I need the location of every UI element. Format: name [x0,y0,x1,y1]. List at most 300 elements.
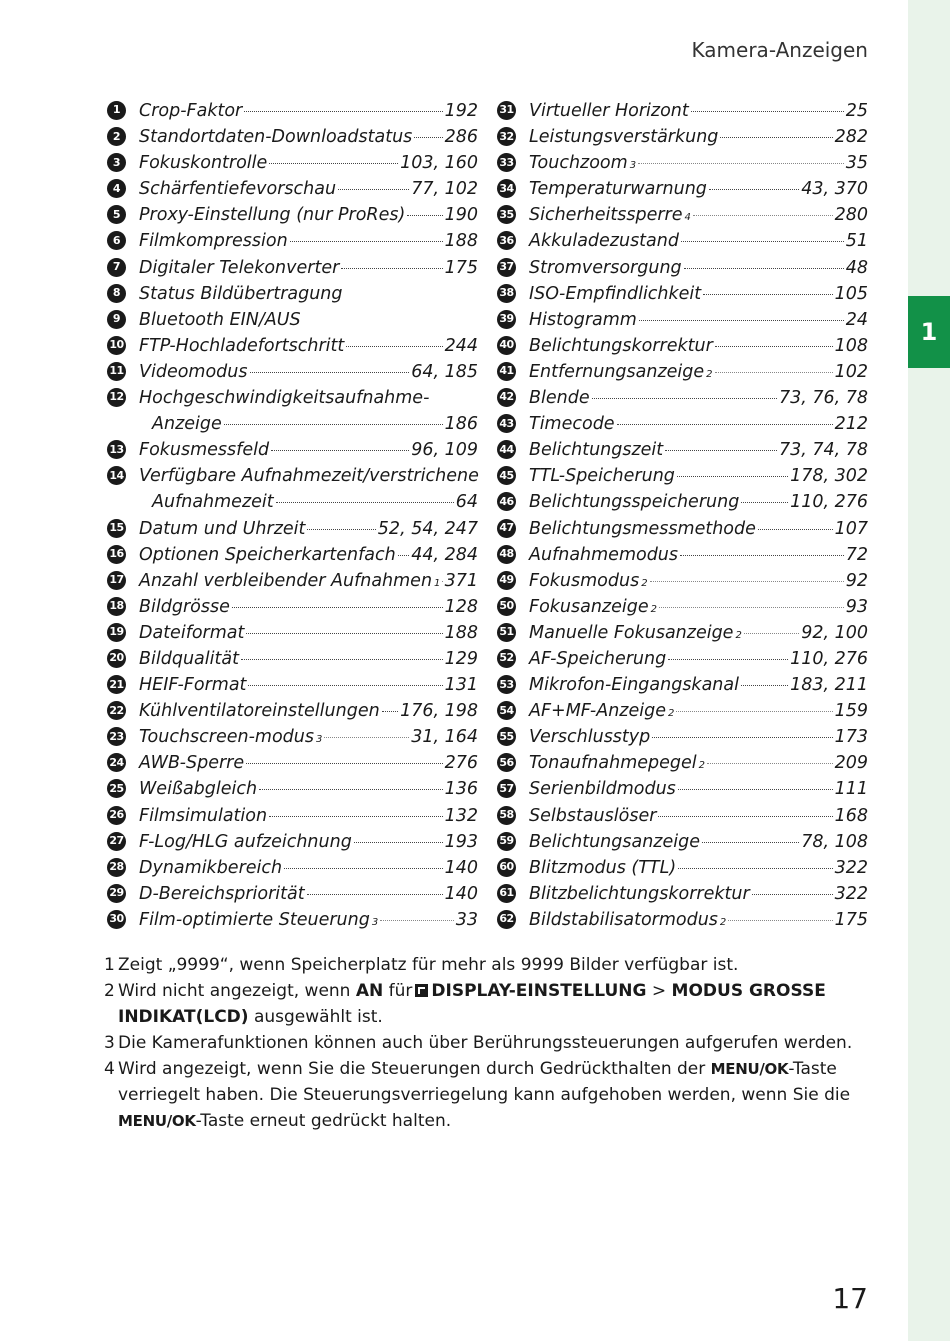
entry-line [106,307,478,333]
entry-line [106,489,478,515]
entry-number-badge: 15 [107,519,126,538]
entry-number-badge: 51 [497,623,516,642]
page-reference[interactable]: 168 [834,805,868,826]
entry-line [496,646,868,672]
page-reference[interactable]: 43, 370 [801,179,868,200]
entry-number-badge: 17 [107,571,126,590]
entry-label: Selbstauslöser [529,805,657,826]
entry-number-badge: 18 [107,597,126,616]
entry-label: Weißabgleich [139,779,258,800]
index-entry [106,881,478,907]
entry-number-badge: 43 [497,414,516,433]
entry-label: Status Bildübertragung [139,283,343,304]
dot-leader [338,189,409,190]
footnote-2 [104,978,864,1030]
index-entry [106,620,478,646]
entry-label: Crop-Faktor [139,101,243,121]
entry-line [106,98,478,124]
page-reference[interactable]: 92 [845,570,868,591]
entry-number-badge: 23 [107,727,126,746]
entry-label: AWB-Sperre [139,753,245,774]
dot-leader [307,894,443,895]
page-reference[interactable]: 33 [455,909,478,930]
entry-label: Blitzbelichtungskorrektur [529,883,750,904]
entry-label: Optionen Speicherkartenfach [139,544,396,565]
page-reference[interactable]: 282 [834,127,868,148]
index-entry [106,202,478,228]
entry-line [496,568,868,594]
entry-line [106,907,478,933]
footnotes [104,952,864,1134]
page-reference[interactable]: 51 [845,231,868,252]
entry-line [106,411,478,437]
page-reference[interactable]: 96, 109 [411,440,478,461]
index-entry [496,516,868,542]
entry-line [106,281,478,307]
footnote-ref: 1 [434,577,441,589]
index-entry [106,907,478,933]
entry-label: Temperaturwarnung [529,179,707,200]
page-reference[interactable]: 183, 211 [790,675,868,696]
index-entry [106,803,478,829]
entry-line [496,750,868,776]
dot-leader [668,659,788,660]
page-reference[interactable]: 190 [444,205,478,226]
entry-number-badge: 60 [497,858,516,877]
entry-line [496,411,868,437]
entry-label: TTL-Speicherung [529,466,675,487]
entry-line [496,672,868,698]
entry-number-badge: 9 [107,310,126,329]
page-reference[interactable]: 64, 185 [411,361,478,382]
index-entry [496,672,868,698]
footnote-4 [104,1056,864,1134]
entry-label: Fokuskontrolle [139,153,268,174]
index-entry [496,359,868,385]
dot-leader [250,372,410,373]
entry-label: Hochgeschwindigkeitsaufnahme- [139,388,430,409]
dot-leader [665,450,777,451]
entry-label: Bildgrösse [139,596,230,617]
page-reference[interactable]: 175 [444,257,478,278]
index-entry [106,568,478,594]
index-entry [106,98,478,124]
entry-label: Dynamikbereich [139,857,283,878]
entry-label: Akkuladezustand [529,231,679,252]
page-reference[interactable]: 188 [444,231,478,252]
page-reference[interactable]: 173 [834,727,868,748]
index-entry [496,463,868,489]
dot-leader [382,711,398,712]
entry-line [496,516,868,542]
index-entry [496,829,868,855]
index-entry [106,255,478,281]
entry-line [106,333,478,359]
dot-leader [684,268,844,269]
entry-label: Belichtungsanzeige [529,831,700,852]
index-entry [106,750,478,776]
page-reference[interactable]: 322 [834,883,868,904]
dot-leader [246,763,442,764]
index-entry [496,437,868,463]
entry-number-badge: 1 [107,101,126,120]
dot-leader [707,763,833,764]
page-reference[interactable]: 176, 198 [400,701,478,722]
page-reference[interactable]: 322 [834,857,868,878]
entry-number-badge: 57 [497,779,516,798]
index-entry [106,228,478,254]
dot-leader [680,555,844,556]
page-header-title: Kamera-Anzeigen [691,38,868,62]
entry-line [106,516,478,542]
page-reference[interactable]: 35 [845,153,868,174]
entry-number-badge: 52 [497,649,516,668]
index-entry [106,672,478,698]
entry-label: Digitaler Telekonverter [139,257,340,278]
index-entry [496,568,868,594]
index-entry [496,228,868,254]
page-reference[interactable]: 24 [845,309,868,330]
entry-label: Filmkompression [139,231,288,252]
index-entry [496,724,868,750]
entry-label: Standortdaten-Downloadstatus [139,127,413,148]
entry-label: AF+MF-Anzeige [529,701,666,722]
entry-line [106,150,478,176]
index-entry [496,698,868,724]
page-reference[interactable]: 140 [444,857,478,878]
entry-line [496,724,868,750]
page-reference[interactable]: 110, 276 [790,648,868,669]
dot-leader [232,607,443,608]
index-entry [496,98,868,124]
index-entry [106,359,478,385]
dot-leader [758,529,833,530]
index-entry [496,281,868,307]
entry-label: Belichtungsmessmethode [529,518,756,539]
page-reference[interactable]: 192 [444,101,478,121]
entry-line [496,803,868,829]
entry-number-badge: 33 [497,153,516,172]
page-reference[interactable]: 193 [444,831,478,852]
page-reference[interactable]: 107 [834,518,868,539]
entry-number-badge: 42 [497,388,516,407]
page-reference[interactable]: 159 [834,701,868,722]
entry-label: Fokusmodus [529,570,640,591]
footnote-number: 1 [104,955,115,975]
entry-line [496,333,868,359]
index-entry [496,881,868,907]
index-entry [106,437,478,463]
entry-label: Film-optimierte Steuerung [139,909,370,930]
entry-line [106,568,478,594]
index-entry [106,516,478,542]
index-entry [106,855,478,881]
index-entry [496,620,868,646]
entry-label: ISO-Empfindlichkeit [529,283,702,304]
entry-label: Blitzmodus (TTL) [529,857,677,878]
entry-number-badge: 50 [497,597,516,616]
entry-line [496,620,868,646]
footnote-number: 2 [104,981,115,1001]
entry-line [496,881,868,907]
entry-line [106,463,478,489]
entry-number-badge: 40 [497,336,516,355]
entry-label: Serienbildmodus [529,779,676,800]
dot-leader [676,711,832,712]
entry-number-badge: 19 [107,623,126,642]
entry-line [106,542,478,568]
entry-label: Touchscreen-modus [139,727,314,748]
display-setting-icon [415,984,428,997]
right-index-column [496,98,868,933]
entry-line [496,228,868,254]
entry-line [496,150,868,176]
entry-line [496,281,868,307]
page-reference[interactable]: 128 [444,596,478,617]
entry-number-badge: 16 [107,545,126,564]
entry-line [106,255,478,281]
dot-leader [639,320,844,321]
entry-label: Manuelle Fokusanzeige [529,622,734,643]
entry-line [496,98,868,124]
entry-label: Leistungsverstärkung [529,127,719,148]
entry-label: Tonaufnahmepegel [529,753,697,774]
entry-label: Verfügbare Aufnahmezeit/verstrichene [139,466,479,487]
page-reference[interactable]: 102 [834,361,868,382]
page-reference[interactable]: 64 [455,492,478,513]
dot-leader [407,215,442,216]
page-reference[interactable]: 178, 302 [790,466,868,487]
dot-leader [659,607,844,608]
footnote-text-pre: Wird nicht angezeigt, wenn [118,981,351,1001]
dot-leader [241,659,443,660]
page-reference[interactable]: 93 [845,596,868,617]
dot-leader [259,789,442,790]
page-reference[interactable]: 25 [845,101,868,121]
entry-line [496,359,868,385]
entry-number-badge: 48 [497,545,516,564]
entry-line [106,698,478,724]
entry-label: Mikrofon-Eingangskanal [529,675,739,696]
index-entry [496,124,868,150]
footnote-text-fuer: für [388,981,413,1001]
page-reference[interactable]: 186 [444,414,478,435]
chapter-tab[interactable]: 1 [908,296,950,368]
entry-number-badge: 31 [497,101,516,120]
dot-leader [715,372,833,373]
entry-label: Entfernungsanzeige [529,361,705,382]
entry-label: Aufnahmezeit [152,492,274,513]
entry-number-badge: 35 [497,205,516,224]
entry-number-badge: 28 [107,858,126,877]
page-reference[interactable]: 105 [834,283,868,304]
dot-leader [617,424,833,425]
index-entry [496,907,868,933]
dot-leader [709,189,799,190]
entry-line [496,542,868,568]
page-reference[interactable]: 212 [834,414,868,435]
dot-leader [398,555,409,556]
entry-number-badge: 38 [497,284,516,303]
dot-leader [720,137,832,138]
index-entry [496,776,868,802]
footnote-text: Zeigt „9999“, wenn Speicherplatz für mehr als 9999 Bilder verfügbar ist. [118,955,739,975]
entry-line [496,124,868,150]
entry-label: Bildqualität [139,648,239,669]
entry-number-badge: 54 [497,701,516,720]
entry-label: Bildstabilisatormodus [529,909,718,930]
entry-number-badge: 26 [107,806,126,825]
page-reference[interactable]: 280 [834,205,868,226]
index-entry [106,307,478,333]
entry-number-badge: 25 [107,779,126,798]
index-entry [496,803,868,829]
footnote-ref: 2 [706,368,713,380]
entry-label: Belichtungsspeicherung [529,492,740,513]
page-reference[interactable]: 72 [845,544,868,565]
dot-leader [324,737,409,738]
page-reference[interactable]: 52, 54, 247 [377,518,478,539]
page-reference[interactable]: 136 [444,779,478,800]
entry-label: Filmsimulation [139,805,268,826]
dot-leader [638,163,844,164]
dot-leader [703,294,832,295]
page-reference[interactable]: 131 [444,675,478,696]
dot-leader [414,137,442,138]
entry-label: Dateiformat [139,622,245,643]
index-entry [496,594,868,620]
page-reference[interactable]: 188 [444,622,478,643]
dot-leader [269,163,398,164]
page-reference[interactable]: 78, 108 [801,831,868,852]
entry-number-badge: 6 [107,231,126,250]
page-reference[interactable]: 103, 160 [400,153,478,174]
dot-leader [715,346,833,347]
index-entry [106,724,478,750]
page-reference[interactable]: 111 [834,779,868,800]
index-entry [106,646,478,672]
menu-path: DISPLAY-EINSTELLUNG [431,981,647,1001]
entry-line [106,829,478,855]
index-entry [106,385,478,437]
footnote-number: 3 [104,1033,115,1053]
footnote-ref: 2 [719,916,727,928]
entry-number-badge: 36 [497,231,516,250]
side-strip [908,0,950,1341]
index-entry [106,698,478,724]
entry-label: Verschlusstyp [529,727,651,748]
dot-leader [276,502,454,503]
entry-number-badge: 46 [497,492,516,511]
option-an: AN [355,981,384,1001]
dot-leader [702,842,799,843]
page-reference[interactable]: 129 [444,648,478,669]
page-reference[interactable]: 44, 284 [411,544,478,565]
entry-label: Belichtungskorrektur [529,335,713,356]
page-number: 17 [832,1282,868,1315]
footnote-ref: 2 [641,577,648,589]
entry-line [496,594,868,620]
dot-leader [244,111,442,112]
entry-number-badge: 27 [107,832,126,851]
page-reference[interactable]: 92, 100 [801,622,868,643]
entry-line [496,437,868,463]
entry-number-badge: 7 [107,258,126,277]
entry-line [496,489,868,515]
entry-number-badge: 2 [107,127,126,146]
footnote-ref: 3 [371,916,379,928]
page-reference[interactable]: 209 [834,753,868,774]
page-reference[interactable]: 31, 164 [411,727,478,748]
entry-label: Schärfentiefevorschau [139,179,337,200]
dot-leader [658,816,832,817]
entry-line [496,698,868,724]
entry-line [106,881,478,907]
menu-separator: > [651,981,667,1001]
entry-line [496,776,868,802]
entry-number-badge: 55 [497,727,516,746]
index-entry [496,333,868,359]
entry-label: Anzeige [152,414,222,435]
entry-line [106,646,478,672]
page-reference[interactable]: 175 [834,909,868,930]
entry-label: Aufnahmemodus [529,544,679,565]
entry-label: Kühlventilatoreinstellungen [139,701,380,722]
page-reference[interactable]: 276 [444,753,478,774]
entry-line [106,672,478,698]
page-reference[interactable]: 286 [444,127,478,148]
index-entry [496,255,868,281]
index-entry [496,542,868,568]
page-reference[interactable]: 108 [834,335,868,356]
index-entry [496,150,868,176]
footnote-ref: 2 [650,603,657,615]
page-reference[interactable]: 132 [444,805,478,826]
dot-leader [741,502,788,503]
page-reference[interactable]: 73, 74, 78 [778,440,868,461]
footnote-text-pre: Wird angezeigt, wenn Sie die Steuerungen durch Gedrückthalten der [118,1059,706,1079]
index-entry [496,489,868,515]
page-reference[interactable]: 371 [444,570,478,591]
entry-number-badge: 14 [107,466,126,485]
page-reference[interactable]: 110, 276 [790,492,868,513]
dot-leader [290,241,443,242]
footnote-3 [104,1030,864,1056]
entry-line [106,202,478,228]
index-entry [496,385,868,411]
page-reference[interactable]: 77, 102 [411,179,478,200]
footnote-text [118,978,864,1030]
index-entry [496,855,868,881]
page-reference[interactable]: 48 [845,257,868,278]
page-reference[interactable]: 140 [444,883,478,904]
entry-label: D-Bereichspriorität [139,883,305,904]
index-entry [496,202,868,228]
dot-leader [678,868,832,869]
entry-number-badge: 3 [107,153,126,172]
footnote-text: Die Kamerafunktionen können auch über Berührungssteuerungen aufgerufen werden. [118,1033,853,1053]
entry-label: Timecode [529,414,615,435]
footnote-text-post: ausgewählt ist. [253,1007,383,1027]
menu-ok-button-label: MENU/OK [710,1060,789,1078]
page-reference[interactable]: 73, 76, 78 [778,388,868,409]
entry-number-badge: 29 [107,884,126,903]
dot-leader [341,268,442,269]
entry-number-badge: 37 [497,258,516,277]
dot-leader [741,685,788,686]
page-reference[interactable]: 244 [444,335,478,356]
entry-label: Histogramm [529,309,637,330]
